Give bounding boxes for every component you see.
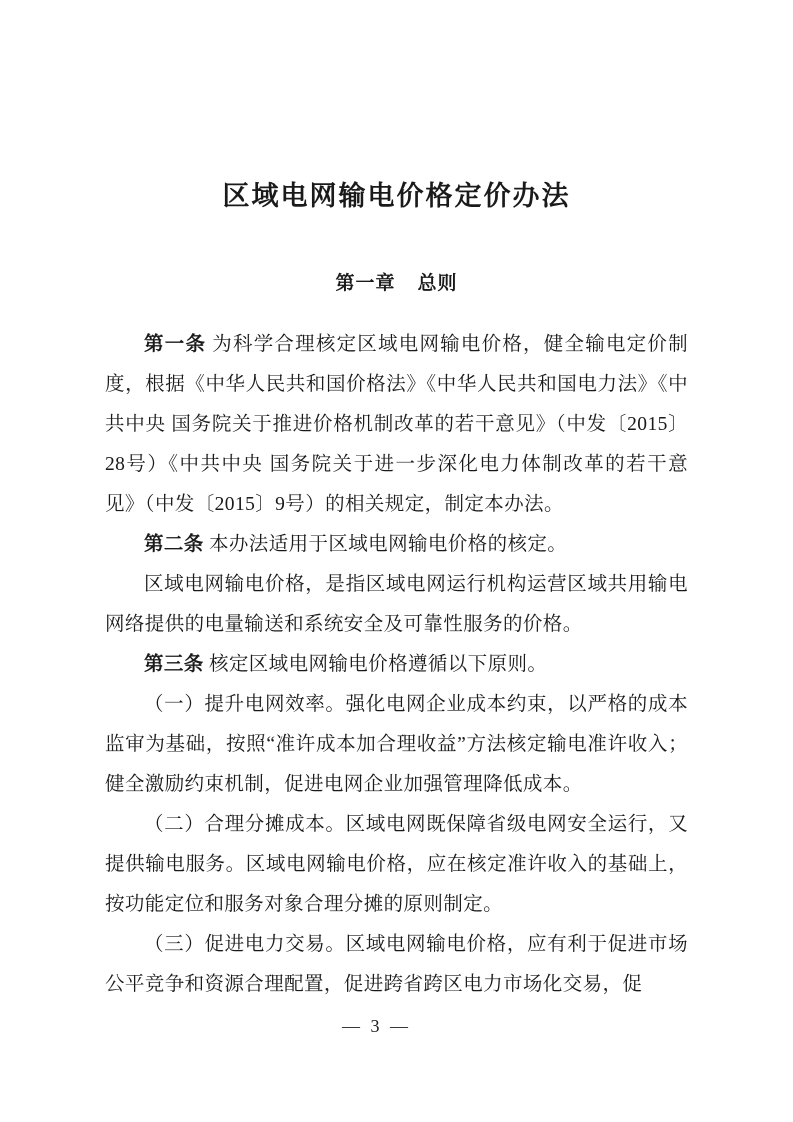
paragraph-text-1: 为科学合理核定区域电网输电价格，健全输电定价制度，根据《中华人民共和国价格法》《中华人民共和国电力法》《中共中央 国务院关于推进价格机制改革的若干意见》（中发〔2015〕28号）《中共中央 国务院关于进一步深化电力体制改革的若干意见》（中发〔2015〕9号）的相关规定，制定本办法。 <box>105 333 689 515</box>
paragraph-principle-2 <box>105 805 688 925</box>
article-label-3: 第三条 <box>144 653 204 675</box>
article-label-1: 第一条 <box>144 333 207 355</box>
paragraph-text-5: （一）提升电网效率。强化电网企业成本约束，以严格的成本监审为基础，按照“准许成本加合理收益”方法核定输电准许收入；健全激励约束机制，促进电网企业加强管理降低成本。 <box>105 693 688 795</box>
paragraph-definition <box>105 565 688 645</box>
paragraph-text-6: （二）合理分摊成本。区域电网既保障省级电网安全运行，又提供输电服务。区域电网输电价格，应在核定准许收入的基础上，按功能定位和服务对象合理分摊的原则制定。 <box>105 813 688 915</box>
article-label-2: 第二条 <box>144 533 204 555</box>
paragraph-principle-1 <box>105 685 688 805</box>
paragraph-article-3 <box>105 645 688 685</box>
page-title: 区域电网输电价格定价办法 <box>222 181 571 211</box>
chapter-name: 总则 <box>417 272 458 294</box>
document-body <box>105 325 688 1005</box>
paragraph-text-7: （三）促进电力交易。区域电网输电价格，应有利于促进市场公平竞争和资源合理配置，促进跨省跨区电力市场化交易，促 <box>105 933 688 995</box>
paragraph-article-1 <box>105 325 688 525</box>
paragraph-text-4: 核定区域电网输电价格遵循以下原则。 <box>203 653 548 675</box>
paragraph-principle-3 <box>105 925 688 1005</box>
chapter-number: 第一章 <box>335 272 396 294</box>
paragraph-text-3: 区域电网输电价格，是指区域电网运行机构运营区域共用输电网络提供的电量输送和系统安全及可靠性服务的价格。 <box>105 573 688 635</box>
page-number: — 3 — <box>342 1016 411 1036</box>
chapter-heading <box>105 268 688 295</box>
paragraph-article-2 <box>105 525 688 565</box>
paragraph-text-2: 本办法适用于区域电网输电价格的核定。 <box>203 533 568 555</box>
